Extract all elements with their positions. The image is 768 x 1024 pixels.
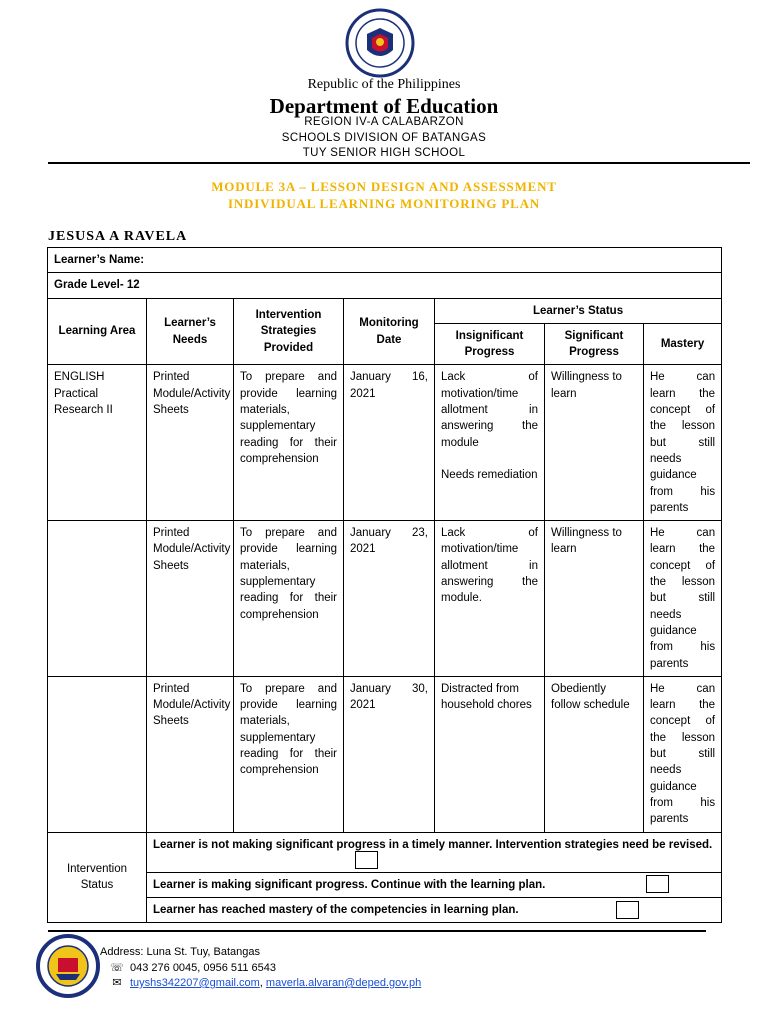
table-row	[48, 676, 722, 832]
table-row	[48, 365, 722, 521]
phone-numbers: 043 276 0045, 0956 511 6543	[130, 962, 276, 974]
learner-name-field: Learner’s Name:	[48, 248, 722, 273]
col-learning-area: Learning Area	[48, 298, 147, 365]
col-monitoring-date: Monitoring Date	[344, 298, 435, 365]
footer-divider	[48, 930, 706, 932]
region-line: REGION IV-A CALABARZON	[304, 116, 464, 128]
email-link-deped[interactable]: maverla.alvaran@deped.gov.ph	[265, 977, 422, 989]
cell-area: ENGLISH Practical Research II	[48, 365, 147, 521]
cell-mastery: He can learn the concept of the lesson but still needs guidance from his parents	[644, 521, 722, 677]
col-insignificant: Insignificant Progress	[435, 323, 545, 365]
status-option-continue	[147, 872, 722, 897]
header-divider	[48, 162, 750, 164]
cell-date: January 16, 2021	[344, 365, 435, 521]
grade-level-field: Grade Level- 12	[48, 273, 722, 298]
tuy-shs-logo-icon	[36, 934, 100, 998]
teacher-name: JESUSA A RAVELA	[48, 229, 188, 244]
module-title: MODULE 3A – LESSON DESIGN AND ASSESSMENT	[211, 179, 557, 194]
phone-icon: ☏	[110, 961, 124, 974]
cell-mastery: He can learn the concept of the lesson but still needs guidance from his parents	[644, 676, 722, 832]
status-option-revise	[147, 832, 722, 872]
cell-needs: Printed Module/Activity Sheets	[147, 365, 234, 521]
col-intervention: Intervention Strategies Provided	[234, 298, 344, 365]
division-line: SCHOOLS DIVISION OF BATANGAS	[281, 132, 487, 144]
status-checkbox-revise[interactable]	[355, 851, 378, 869]
plan-title: INDIVIDUAL LEARNING MONITORING PLAN	[228, 196, 540, 211]
email-separator: ,	[259, 977, 266, 989]
cell-significant: Willingness to learn	[545, 365, 644, 521]
footer-address: Address: Luna St. Tuy, Batangas	[100, 946, 261, 958]
deped-seal-icon	[345, 8, 415, 78]
status-option-text: Learner is making significant progress. Continue with the learning plan.	[153, 878, 546, 891]
mail-icon: ✉	[112, 976, 122, 989]
cell-area	[48, 521, 147, 677]
col-learners-status: Learner’s Status	[435, 298, 722, 323]
insignificant-text: Lack of motivation/time allotment in answering the module	[441, 371, 538, 449]
status-checkbox-mastery[interactable]	[616, 901, 639, 919]
cell-insignificant: Lack of motivation/time allotment in answering the module.	[435, 521, 545, 677]
status-checkbox-continue[interactable]	[646, 875, 669, 893]
cell-intervention: To prepare and provide learning materials, supplementary reading for their comprehension	[234, 676, 344, 832]
cell-insignificant: Distracted from household chores	[435, 676, 545, 832]
status-option-text: Learner is not making significant progress in a timely manner. Intervention strategies need be revised.	[153, 838, 713, 851]
footer-phone	[110, 961, 276, 974]
cell-needs: Printed Module/Activity Sheets	[147, 676, 234, 832]
cell-date: January 23, 2021	[344, 521, 435, 677]
table-row	[48, 521, 722, 677]
insignificant-note: Needs remediation	[441, 468, 538, 481]
email-link-school[interactable]: tuyshs342207@gmail.com	[130, 977, 260, 989]
republic-line: Republic of the Philippines	[307, 77, 461, 92]
col-significant: Significant Progress	[545, 323, 644, 365]
intervention-status-label: Intervention Status	[48, 832, 147, 923]
cell-needs: Printed Module/Activity Sheets	[147, 521, 234, 677]
cell-date: January 30, 2021	[344, 676, 435, 832]
cell-significant: Obediently follow schedule	[545, 676, 644, 832]
col-mastery: Mastery	[644, 323, 722, 365]
status-option-mastery	[147, 897, 722, 922]
department-title: Department of Education	[269, 94, 499, 118]
footer-email	[110, 976, 421, 989]
cell-insignificant	[435, 365, 545, 521]
col-learners-needs: Learner’s Needs	[147, 298, 234, 365]
status-option-text: Learner has reached mastery of the competencies in learning plan.	[153, 903, 519, 916]
cell-intervention: To prepare and provide learning materials, supplementary reading for their comprehension	[234, 521, 344, 677]
monitoring-table	[47, 247, 722, 923]
cell-mastery: He can learn the concept of the lesson but still needs guidance from his parents	[644, 365, 722, 521]
cell-area	[48, 676, 147, 832]
cell-intervention: To prepare and provide learning materials, supplementary reading for their comprehension	[234, 365, 344, 521]
school-line: TUY SENIOR HIGH SCHOOL	[302, 147, 466, 159]
cell-significant: Willingness to learn	[545, 521, 644, 677]
